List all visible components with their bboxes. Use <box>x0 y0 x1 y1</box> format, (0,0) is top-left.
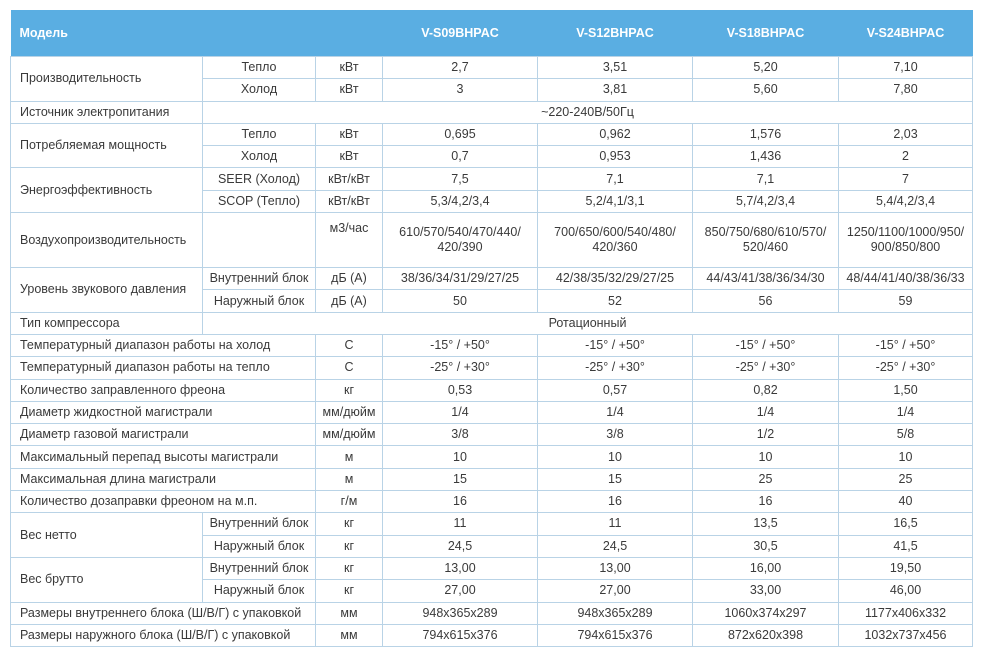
table-row <box>11 624 973 646</box>
value-cell: 19,50 <box>839 557 973 579</box>
value-cell: 3,81 <box>538 79 693 101</box>
value-cell: 56 <box>693 290 839 312</box>
value-cell: 1/2 <box>693 424 839 446</box>
row-label-compressor: Тип компрессора <box>11 312 203 334</box>
unit-cell: мм <box>316 602 383 624</box>
row-label-airflow: Воздухопроизводительность <box>11 213 203 268</box>
table-row <box>11 168 973 190</box>
row-label-refrigerant: Количество заправленного фреона <box>11 379 316 401</box>
table-row <box>11 468 973 490</box>
value-cell: 10 <box>839 446 973 468</box>
value-cell: 5,7/4,2/3,4 <box>693 190 839 212</box>
value-cell: 10 <box>538 446 693 468</box>
unit-cell: кВт <box>316 146 383 168</box>
sub-label: Тепло <box>203 123 316 145</box>
sub-label: Внутренний блок <box>203 557 316 579</box>
sub-label: Холод <box>203 79 316 101</box>
value-cell: 3,51 <box>538 57 693 79</box>
sub-label: SEER (Холод) <box>203 168 316 190</box>
value-cell: Ротационный <box>203 312 973 334</box>
table-row <box>11 401 973 423</box>
value-cell: 0,57 <box>538 379 693 401</box>
value-cell: -15° / +50° <box>538 334 693 356</box>
value-cell: 1,436 <box>693 146 839 168</box>
value-cell: 46,00 <box>839 580 973 602</box>
value-cell: 2,03 <box>839 123 973 145</box>
unit-cell: мм/дюйм <box>316 401 383 423</box>
value-cell: 27,00 <box>538 580 693 602</box>
table-row <box>11 268 973 290</box>
row-label-gross-weight: Вес брутто <box>11 557 203 602</box>
value-cell: 5,3/4,2/3,4 <box>383 190 538 212</box>
value-cell: 3 <box>383 79 538 101</box>
value-cell: 7,80 <box>839 79 973 101</box>
value-cell: 48/44/41/40/38/36/33 <box>839 268 973 290</box>
value-cell: -25° / +30° <box>839 357 973 379</box>
value-cell: 30,5 <box>693 535 839 557</box>
table-row <box>11 357 973 379</box>
row-label-outdoor-dims: Размеры наружного блока (Ш/В/Г) с упаковкой <box>11 624 316 646</box>
value-cell: 3/8 <box>538 424 693 446</box>
value-cell: 16 <box>693 491 839 513</box>
unit-cell: кг <box>316 513 383 535</box>
value-cell: 11 <box>538 513 693 535</box>
value-cell: 850/750/680/610/570/ 520/460 <box>693 213 839 268</box>
value-cell: 16,5 <box>839 513 973 535</box>
value-cell: 1,50 <box>839 379 973 401</box>
value-cell: 13,5 <box>693 513 839 535</box>
row-label-capacity: Производительность <box>11 57 203 102</box>
table-row <box>11 602 973 624</box>
sub-label: Внутренний блок <box>203 268 316 290</box>
unit-cell: кВт <box>316 79 383 101</box>
value-cell: -15° / +50° <box>383 334 538 356</box>
unit-cell: кВт <box>316 57 383 79</box>
value-cell: 948x365x289 <box>538 602 693 624</box>
unit-cell: кг <box>316 557 383 579</box>
value-cell: 0,53 <box>383 379 538 401</box>
table-row <box>11 446 973 468</box>
unit-cell: м <box>316 468 383 490</box>
row-label-noise: Уровень звукового давления <box>11 268 203 313</box>
header-model-1: V-S09BHPAC <box>383 10 538 57</box>
sub-label: Наружный блок <box>203 535 316 557</box>
value-cell: ~220-240В/50Гц <box>203 101 973 123</box>
unit-cell: кВт/кВт <box>316 168 383 190</box>
unit-cell: кВт <box>316 123 383 145</box>
row-label-indoor-dims: Размеры внутреннего блока (Ш/В/Г) с упаковкой <box>11 602 316 624</box>
value-cell: -25° / +30° <box>693 357 839 379</box>
row-label-liquid-pipe: Диаметр жидкостной магистрали <box>11 401 316 423</box>
value-cell: 16 <box>383 491 538 513</box>
value-cell: 24,5 <box>538 535 693 557</box>
unit-cell: кВт/кВт <box>316 190 383 212</box>
unit-cell: дБ (А) <box>316 268 383 290</box>
row-label-temp-heat: Температурный диапазон работы на тепло <box>11 357 316 379</box>
table-row <box>11 334 973 356</box>
unit-cell: мм/дюйм <box>316 424 383 446</box>
value-cell: 2,7 <box>383 57 538 79</box>
value-cell: -25° / +30° <box>383 357 538 379</box>
value-cell: 1032x737x456 <box>839 624 973 646</box>
table-row <box>11 513 973 535</box>
table-row <box>11 491 973 513</box>
value-cell: 7,1 <box>693 168 839 190</box>
row-label-max-length: Максимальная длина магистрали <box>11 468 316 490</box>
sub-label: Холод <box>203 146 316 168</box>
value-cell: 16 <box>538 491 693 513</box>
value-cell: 1/4 <box>693 401 839 423</box>
value-cell: 1/4 <box>839 401 973 423</box>
unit-cell: С <box>316 334 383 356</box>
value-cell: 0,953 <box>538 146 693 168</box>
value-cell: 59 <box>839 290 973 312</box>
value-cell: 10 <box>383 446 538 468</box>
value-cell: -15° / +50° <box>693 334 839 356</box>
value-cell: 10 <box>693 446 839 468</box>
table-row <box>11 557 973 579</box>
value-cell: 7,5 <box>383 168 538 190</box>
value-cell: 1,576 <box>693 123 839 145</box>
value-cell: 7,1 <box>538 168 693 190</box>
value-cell: 42/38/35/32/29/27/25 <box>538 268 693 290</box>
value-cell: 5,20 <box>693 57 839 79</box>
table-row <box>11 57 973 79</box>
table-row <box>11 101 973 123</box>
sub-label: SCOP (Тепло) <box>203 190 316 212</box>
table-row <box>11 312 973 334</box>
sub-label: Внутренний блок <box>203 513 316 535</box>
value-cell: 1177x406x332 <box>839 602 973 624</box>
value-cell: 0,695 <box>383 123 538 145</box>
value-cell: 15 <box>538 468 693 490</box>
value-cell: 44/43/41/38/36/34/30 <box>693 268 839 290</box>
sub-label-empty <box>203 213 316 268</box>
value-cell: -15° / +50° <box>839 334 973 356</box>
row-label-power-consumption: Потребляемая мощность <box>11 123 203 168</box>
row-label-gas-pipe: Диаметр газовой магистрали <box>11 424 316 446</box>
sub-label: Наружный блок <box>203 580 316 602</box>
value-cell: 872x620x398 <box>693 624 839 646</box>
value-cell: 794x615x376 <box>383 624 538 646</box>
value-cell: 13,00 <box>383 557 538 579</box>
value-cell: 27,00 <box>383 580 538 602</box>
unit-cell: кг <box>316 379 383 401</box>
table-header-row <box>11 10 973 57</box>
value-cell: 15 <box>383 468 538 490</box>
value-cell: 7 <box>839 168 973 190</box>
unit-cell: м3/час <box>316 213 383 268</box>
value-cell: 11 <box>383 513 538 535</box>
value-cell: 1250/1100/1000/950/ 900/850/800 <box>839 213 973 268</box>
value-cell: 3/8 <box>383 424 538 446</box>
value-cell: 50 <box>383 290 538 312</box>
value-cell: 610/570/540/470/440/ 420/390 <box>383 213 538 268</box>
unit-cell: кг <box>316 580 383 602</box>
table-row <box>11 424 973 446</box>
header-model-2: V-S12BHPAC <box>538 10 693 57</box>
value-cell: 700/650/600/540/480/ 420/360 <box>538 213 693 268</box>
value-cell: 1/4 <box>538 401 693 423</box>
value-cell: 24,5 <box>383 535 538 557</box>
sub-label: Тепло <box>203 57 316 79</box>
unit-cell: С <box>316 357 383 379</box>
value-cell: 38/36/34/31/29/27/25 <box>383 268 538 290</box>
value-cell: 5,4/4,2/3,4 <box>839 190 973 212</box>
value-cell: 1/4 <box>383 401 538 423</box>
table-row <box>11 213 973 268</box>
value-cell: 33,00 <box>693 580 839 602</box>
value-cell: 0,7 <box>383 146 538 168</box>
sub-label: Наружный блок <box>203 290 316 312</box>
row-label-net-weight: Вес нетто <box>11 513 203 558</box>
value-cell: 13,00 <box>538 557 693 579</box>
value-cell: 52 <box>538 290 693 312</box>
row-label-efficiency: Энергоэффективность <box>11 168 203 213</box>
row-label-extra-charge: Количество дозаправки фреоном на м.п. <box>11 491 316 513</box>
value-cell: 41,5 <box>839 535 973 557</box>
value-cell: 1060x374x297 <box>693 602 839 624</box>
unit-cell: мм <box>316 624 383 646</box>
row-label-temp-cool: Температурный диапазон работы на холод <box>11 334 316 356</box>
value-cell: 794x615x376 <box>538 624 693 646</box>
value-cell: 40 <box>839 491 973 513</box>
value-cell: 5,60 <box>693 79 839 101</box>
value-cell: 948x365x289 <box>383 602 538 624</box>
header-model-4: V-S24BHPAC <box>839 10 973 57</box>
header-model-label: Модель <box>11 10 383 57</box>
value-cell: 16,00 <box>693 557 839 579</box>
row-label-height-diff: Максимальный перепад высоты магистрали <box>11 446 316 468</box>
row-label-power-source: Источник электропитания <box>11 101 203 123</box>
value-cell: 5/8 <box>839 424 973 446</box>
value-cell: 0,962 <box>538 123 693 145</box>
unit-cell: м <box>316 446 383 468</box>
value-cell: 7,10 <box>839 57 973 79</box>
unit-cell: дБ (А) <box>316 290 383 312</box>
unit-cell: кг <box>316 535 383 557</box>
value-cell: 5,2/4,1/3,1 <box>538 190 693 212</box>
unit-cell: г/м <box>316 491 383 513</box>
table-row <box>11 379 973 401</box>
table-row <box>11 123 973 145</box>
value-cell: 25 <box>839 468 973 490</box>
value-cell: 0,82 <box>693 379 839 401</box>
value-cell: 2 <box>839 146 973 168</box>
specifications-table <box>10 10 973 647</box>
value-cell: -25° / +30° <box>538 357 693 379</box>
value-cell: 25 <box>693 468 839 490</box>
header-model-3: V-S18BHPAC <box>693 10 839 57</box>
